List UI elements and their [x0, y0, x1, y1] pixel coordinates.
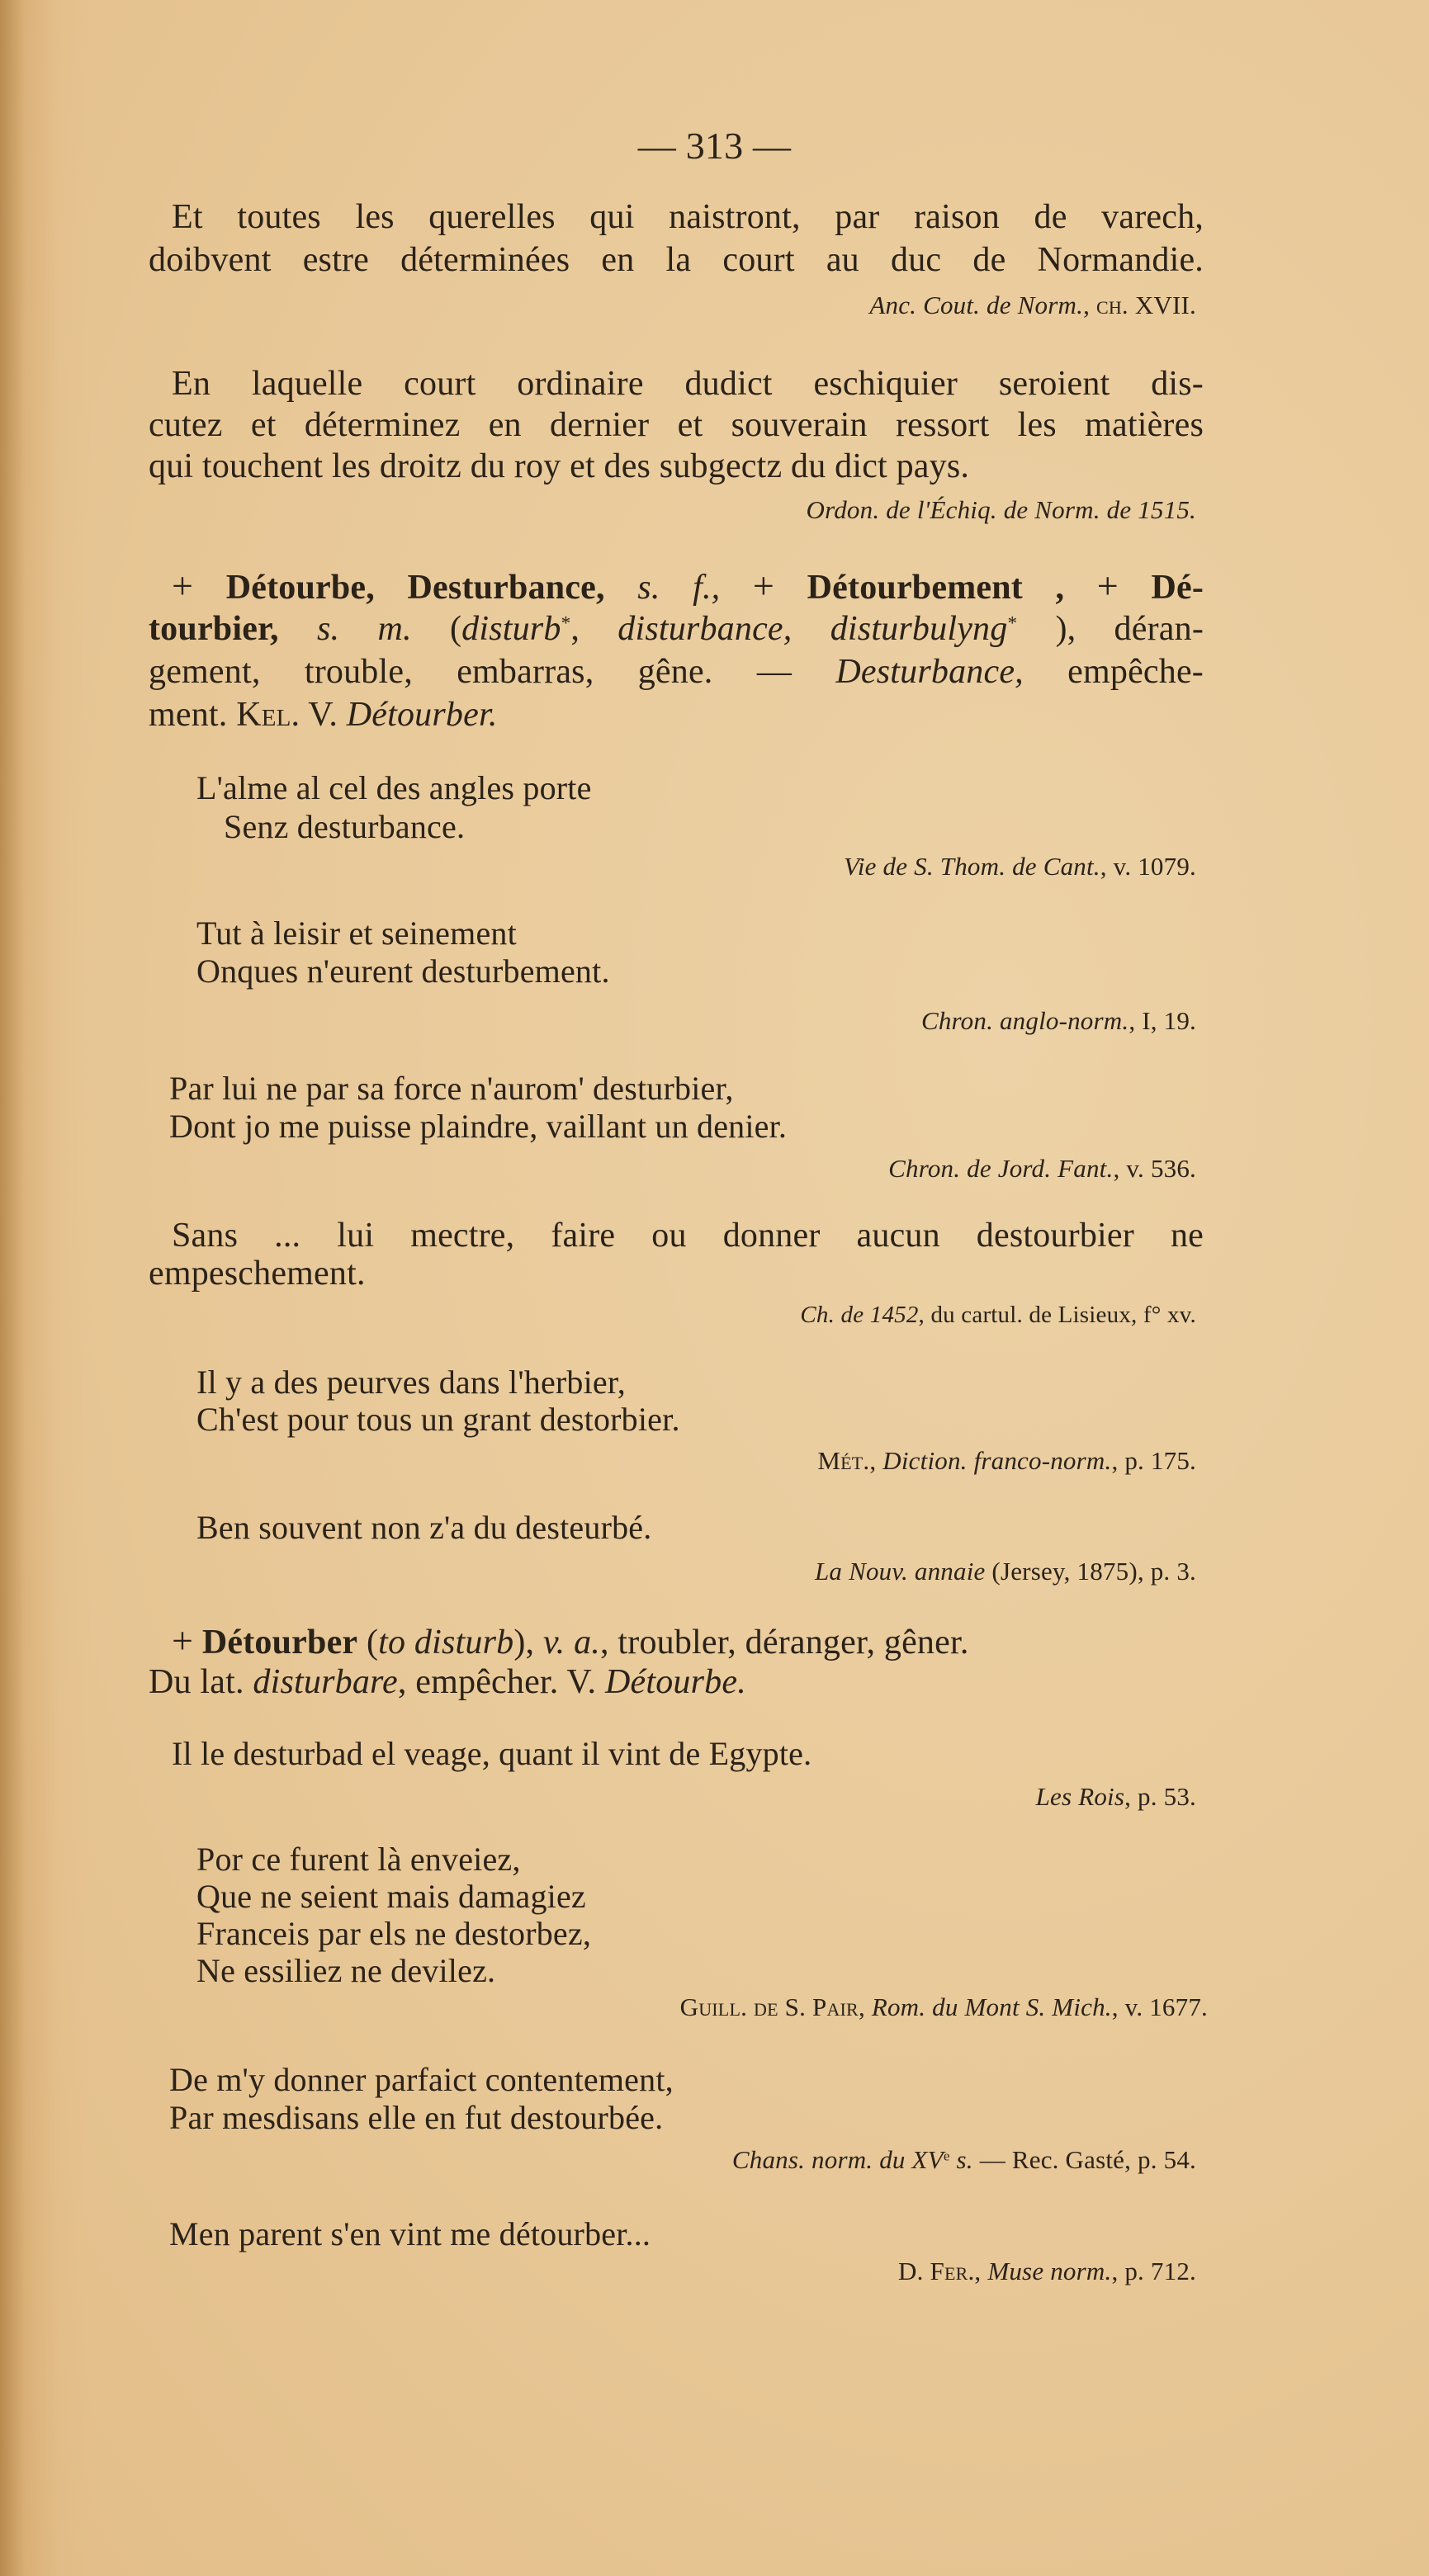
entry-line — [149, 1661, 746, 1703]
headword: tourbier, — [149, 610, 279, 648]
definition: , empêcher. V. — [397, 1663, 597, 1701]
cross-reference: Détourber. — [346, 696, 498, 734]
etymology-label: Du lat. — [149, 1663, 244, 1701]
citation — [869, 289, 1196, 322]
citation-title: Diction. franco-norm. — [882, 1446, 1112, 1475]
citation-title: La Nouv. annaie — [814, 1557, 986, 1586]
entry-headword-line — [149, 565, 1204, 608]
entry-headword-line: + Détourber (to disturb), v. a., troubler, déranger, gêner. — [172, 1619, 969, 1661]
citation-detail: , I, 19. — [1129, 1006, 1196, 1035]
citation — [888, 1152, 1196, 1185]
verse-line: Men parent s'en vint me détourber... — [169, 2215, 651, 2252]
verse-line: De m'y donner parfaict contentement, — [169, 2061, 674, 2098]
prose-line: Et toutes les querelles qui naistront, par raison de varech, — [172, 198, 1204, 236]
verse-line: Que ne seient mais damagiez — [196, 1878, 586, 1915]
headword: Détourber — [201, 1624, 358, 1661]
definition: gement, trouble, embarras, gêne. — — [149, 653, 793, 691]
headword: Détourbement , — [807, 569, 1065, 607]
prose-line: doibvent estre déterminées en la court au duc de Normandie. — [149, 241, 1204, 279]
cross-marker-icon: + — [172, 565, 194, 607]
variant: Desturbance, — [835, 653, 1024, 691]
citation-detail: , du cartul. de Lisieux, f° xv. — [918, 1302, 1196, 1328]
verse-line: Par mesdisans elle en fut destourbée. — [169, 2099, 664, 2136]
asterisk-mark: * — [1007, 612, 1018, 634]
verse-line: Par lui ne par sa force n'aurom' desturbier, — [169, 1070, 734, 1107]
citation-title: Muse norm. — [987, 2257, 1112, 2285]
verse-line: L'alme al cel des angles porte — [196, 769, 592, 806]
citation-detail: (Jersey, 1875), p. 3. — [985, 1557, 1196, 1586]
asterisk-mark: * — [561, 612, 571, 634]
citation-title: Chron. anglo-norm. — [920, 1006, 1129, 1035]
citation — [921, 1004, 1196, 1037]
citation-author: D. Fer. — [898, 2257, 975, 2285]
citation-title: Ch. de 1452 — [800, 1302, 919, 1328]
entry-line — [149, 694, 498, 735]
citation-detail: , ch. XVII. — [1083, 291, 1196, 319]
citation-detail: , v. 536. — [1113, 1154, 1196, 1183]
definition: , troubler, déranger, gêner. — [599, 1624, 969, 1661]
verse-line: Ben souvent non z'a du desteurbé. — [196, 1509, 652, 1546]
definition: ), déran- — [1055, 610, 1204, 648]
citation-title: Chron. de Jord. Fant. — [888, 1154, 1114, 1183]
etymon: to disturb — [378, 1624, 514, 1661]
citation-detail: , p. 712. — [1111, 2257, 1196, 2285]
prose-line: Sans ... lui mectre, faire ou donner aucun destourbier ne — [172, 1217, 1204, 1255]
citation-title: Vie de S. Thom. de Cant. — [844, 852, 1100, 881]
definition: empêche- — [1067, 653, 1204, 691]
part-of-speech: v. a. — [542, 1624, 600, 1661]
citation-author: Mét. — [817, 1446, 870, 1475]
definition: ment. — [149, 696, 228, 734]
headword: Détourbe, Desturbance, — [225, 569, 605, 607]
prose-line: En laquelle court ordinaire dudict eschiquier seroient dis- — [172, 365, 1204, 403]
citation-author: Guill. de S. Pair — [679, 1992, 859, 2021]
verse-line: Franceis par els ne destorbez, — [196, 1915, 592, 1952]
cross-marker-icon: + — [1096, 565, 1119, 607]
entry-line — [149, 608, 1204, 650]
prose-line: Il le desturbad el veage, quant il vint de Egypte. — [172, 1735, 812, 1772]
etymon: disturbulyng — [830, 610, 1008, 648]
citation — [807, 494, 1196, 527]
source-abbrev: Kel. — [236, 696, 300, 734]
citation-detail: , p. 53. — [1124, 1782, 1196, 1811]
see-also: V. — [308, 696, 338, 734]
cross-marker-icon: + — [752, 565, 775, 607]
prose-line: cutez et déterminez en dernier et souverain ressort les matières — [149, 406, 1204, 444]
paren: ( — [449, 610, 462, 648]
verse-line: Senz desturbance. — [224, 808, 466, 845]
citation — [1036, 1780, 1196, 1813]
part-of-speech: s. f., — [637, 569, 721, 607]
verse-line: Ne essiliez ne devilez. — [196, 1952, 496, 1989]
citation-detail: , p. 175. — [1111, 1446, 1196, 1475]
cross-reference: Détourbe. — [604, 1663, 746, 1701]
citation-title: Rom. du Mont S. Mich. — [871, 1992, 1112, 2021]
verse-line: Tut à leisir et seinement — [196, 915, 517, 952]
citation-detail: — Rec. Gasté, p. 54. — [972, 2145, 1196, 2174]
citation-detail: , v. 1079. — [1100, 852, 1196, 881]
etymon: disturbance, — [617, 610, 793, 648]
verse-line: Onques n'eurent desturbement. — [196, 952, 610, 990]
etymology — [450, 610, 1017, 648]
etymon: disturbare — [253, 1663, 398, 1701]
prose-line: qui touchent les droitz du roy et des subgectz du dict pays. — [149, 447, 970, 485]
citation: Guill. de S. Pair, Rom. du Mont S. Mich., v. 1677. — [679, 1992, 1208, 2021]
citation: Mét., Diction. franco-norm., p. 175. — [817, 1446, 1196, 1475]
superscript: e — [943, 2148, 950, 2164]
citation — [815, 1555, 1196, 1588]
citation-title: s. — [949, 2145, 973, 2174]
citation — [844, 850, 1196, 883]
page-number: — 313 — — [637, 125, 792, 167]
cross-marker-icon: + — [172, 1619, 194, 1661]
separator: , — [570, 610, 618, 648]
citation-title: Chans. norm. du XV — [731, 2145, 944, 2174]
headword: Dé- — [1151, 569, 1204, 607]
citation-title: Les Rois — [1035, 1782, 1125, 1811]
prose-line: empeschement. — [149, 1255, 366, 1293]
verse-line: Dont jo me puisse plaindre, vaillant un denier. — [169, 1108, 788, 1145]
citation: D. Fer., Muse norm., p. 712. — [898, 2257, 1196, 2285]
etymon: disturb — [461, 610, 561, 648]
citation-title: Anc. Cout. de Norm. — [869, 291, 1084, 319]
part-of-speech: s. m. — [316, 610, 412, 648]
citation — [732, 2144, 1196, 2177]
verse-line: Ch'est pour tous un grant destorbier. — [196, 1401, 680, 1438]
citation-title: Ordon. de l'Échiq. de Norm. de 1515. — [806, 495, 1196, 524]
citation — [800, 1298, 1196, 1331]
citation-detail: , v. 1677. — [1111, 1992, 1208, 2021]
verse-line: Por ce furent là enveiez, — [196, 1841, 521, 1878]
verse-line: Il y a des peurves dans l'herbier, — [196, 1364, 627, 1401]
entry-line — [149, 651, 1204, 692]
